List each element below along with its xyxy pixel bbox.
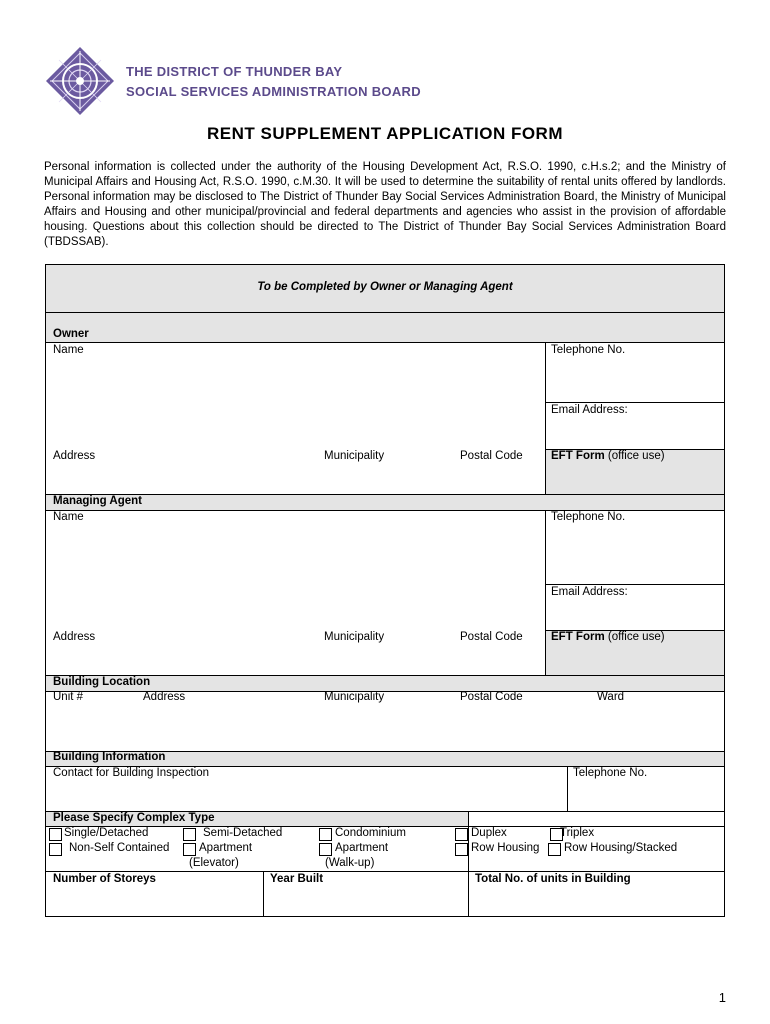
agent-eft-label bbox=[551, 631, 665, 643]
owner-telephone-field[interactable]: Telephone No. bbox=[551, 344, 626, 356]
form-banner: To be Completed by Owner or Managing Agent bbox=[257, 281, 513, 293]
year-built-field[interactable]: Year Built bbox=[270, 873, 324, 885]
org-name-line1: THE DISTRICT OF THUNDER BAY bbox=[126, 64, 343, 79]
owner-heading: Owner bbox=[53, 328, 89, 340]
condominium-checkbox[interactable] bbox=[319, 828, 332, 841]
agent-address-field[interactable]: Address bbox=[53, 631, 96, 643]
privacy-notice: Personal information is collected under the authority of the Housing Development Act, R.S.O. 1990, c.H.s.2; and the Ministry of Municipal Affairs and Housing Act, R.S.O. 1990, c.M.30. It will be used to determine the suitability of rental units offered by landlords. Personal information may be disclosed to The District of Thunder Bay Social Services Administration Board, the Ministry of Municipal Affairs and Housing and other municipal/provincial and federal departments and agencies who assist in the provision of affordable housing. Questions about this collection should be directed to The District of Thunder Bay Social Services Administration Board (TBDSSAB). bbox=[44, 161, 726, 248]
apartment-walkup-label: Apartment bbox=[335, 842, 389, 854]
semi-detached-checkbox[interactable] bbox=[183, 828, 196, 841]
row-housing-stacked-label: Row Housing/Stacked bbox=[564, 842, 678, 854]
owner-municipality-field[interactable]: Municipality bbox=[324, 450, 385, 462]
banner-shade bbox=[45, 264, 725, 342]
agent-eft-bold: EFT Form bbox=[551, 631, 605, 643]
agent-heading-shade bbox=[45, 494, 725, 510]
owner-email-field[interactable]: Email Address: bbox=[551, 404, 628, 416]
row-housing-stacked-checkbox[interactable] bbox=[548, 843, 561, 856]
page-number: 1 bbox=[718, 990, 726, 1005]
owner-name-field[interactable]: Name bbox=[53, 344, 84, 356]
complex-type-heading: Please Specify Complex Type bbox=[53, 812, 215, 824]
semi-detached-label: Semi-Detached bbox=[203, 827, 283, 839]
agent-eft-note: (office use) bbox=[604, 631, 665, 643]
building-telephone-field[interactable]: Telephone No. bbox=[573, 767, 648, 779]
non-self-contained-label: Non-Self Contained bbox=[69, 842, 170, 854]
single-detached-checkbox[interactable] bbox=[49, 828, 62, 841]
condominium-label: Condominium bbox=[335, 827, 406, 839]
agent-municipality-field[interactable]: Municipality bbox=[324, 631, 385, 643]
form-title: RENT SUPPLEMENT APPLICATION FORM bbox=[207, 124, 563, 143]
single-detached-label: Single/Detached bbox=[64, 827, 149, 839]
location-ward-field[interactable]: Ward bbox=[597, 691, 625, 703]
duplex-label: Duplex bbox=[471, 827, 507, 839]
duplex-checkbox[interactable] bbox=[455, 828, 468, 841]
apartment-walkup-checkbox[interactable] bbox=[319, 843, 332, 856]
location-postal-code-field[interactable]: Postal Code bbox=[460, 691, 523, 703]
info-heading: Building Information bbox=[53, 751, 166, 763]
agent-telephone-field[interactable]: Telephone No. bbox=[551, 511, 626, 523]
inspection-contact-field[interactable]: Contact for Building Inspection bbox=[53, 767, 209, 779]
non-self-contained-checkbox[interactable] bbox=[49, 843, 62, 856]
apartment-elevator-checkbox[interactable] bbox=[183, 843, 196, 856]
location-address-field[interactable]: Address bbox=[143, 691, 186, 703]
location-heading: Building Location bbox=[53, 676, 151, 688]
row-housing-label: Row Housing bbox=[471, 842, 540, 854]
agent-heading: Managing Agent bbox=[53, 495, 143, 507]
row-housing-checkbox[interactable] bbox=[455, 843, 468, 856]
apartment-elevator-sub: (Elevator) bbox=[189, 857, 239, 869]
apartment-elevator-label: Apartment bbox=[199, 842, 253, 854]
owner-eft-note: (office use) bbox=[604, 450, 665, 462]
location-municipality-field[interactable]: Municipality bbox=[324, 691, 385, 703]
total-units-field[interactable]: Total No. of units in Building bbox=[475, 873, 631, 885]
tbdssab-logo bbox=[44, 45, 116, 117]
owner-postal-code-field[interactable]: Postal Code bbox=[460, 450, 523, 462]
org-name-line2: SOCIAL SERVICES ADMINISTRATION BOARD bbox=[126, 84, 421, 99]
location-unit-field[interactable]: Unit # bbox=[53, 691, 84, 703]
owner-eft-bold: EFT Form bbox=[551, 450, 605, 462]
agent-email-field[interactable]: Email Address: bbox=[551, 586, 628, 598]
storeys-field[interactable]: Number of Storeys bbox=[53, 873, 156, 885]
owner-address-field[interactable]: Address bbox=[53, 450, 96, 462]
owner-eft-label bbox=[551, 450, 665, 462]
agent-name-field[interactable]: Name bbox=[53, 511, 84, 523]
agent-postal-code-field[interactable]: Postal Code bbox=[460, 631, 523, 643]
triplex-label: Triplex bbox=[560, 827, 595, 839]
apartment-walkup-sub: (Walk-up) bbox=[325, 857, 375, 869]
